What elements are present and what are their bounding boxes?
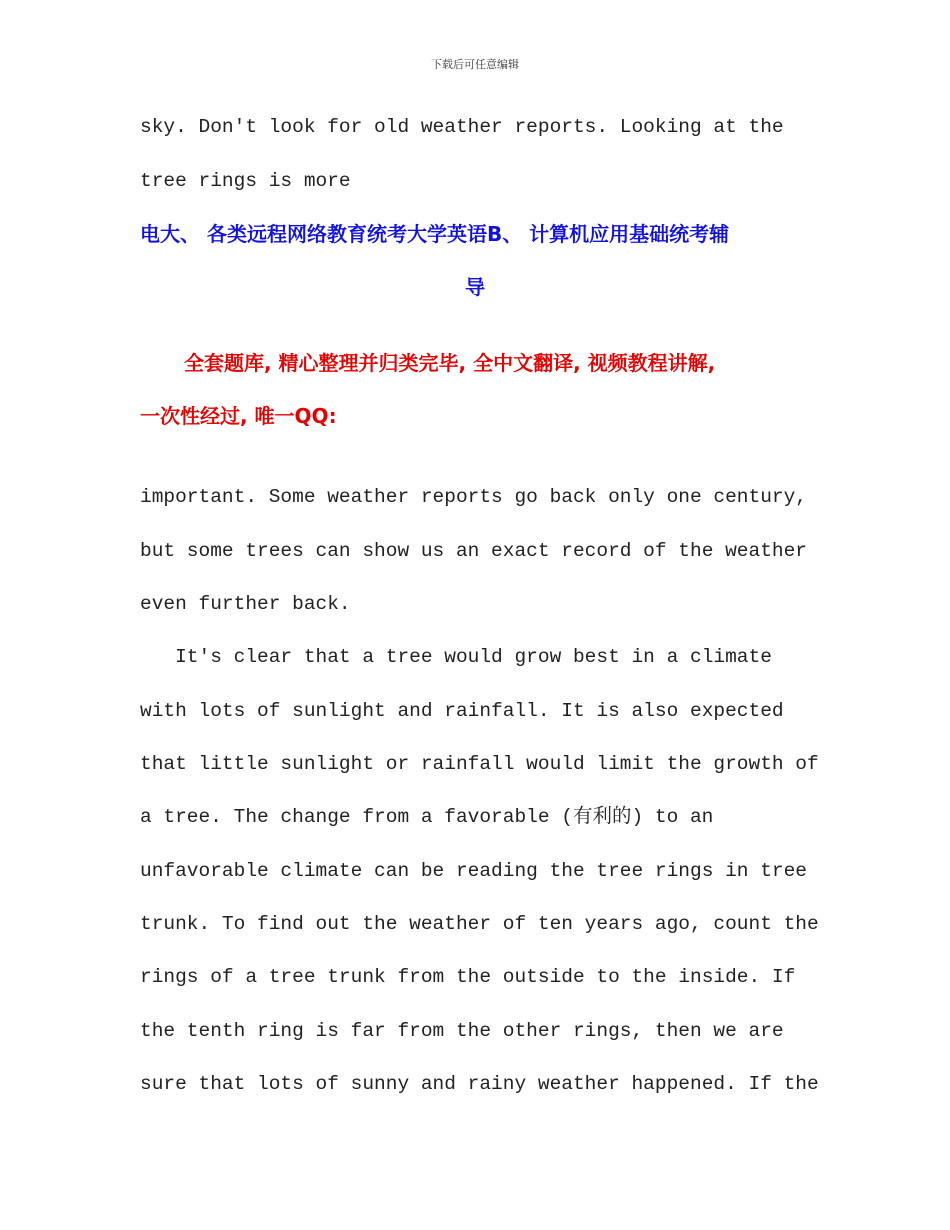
text-line: but some trees can show us an exact record of the weather xyxy=(140,540,808,562)
text-line: sure that lots of sunny and rainy weather happened. If the xyxy=(140,1073,819,1095)
text-line: sky. Don't look for old weather reports. Looking at the xyxy=(140,116,784,138)
text-line: a tree. The change from a favorable (有利的) to an xyxy=(140,806,714,828)
ad-blue-line: 电大、 各类远程网络教育统考大学英语B、 计算机应用基础统考辅 xyxy=(140,222,730,246)
page-header: 下载后可任意编辑 xyxy=(431,58,519,71)
text-line: tree rings is more xyxy=(140,170,351,192)
text-line: important. Some weather reports go back only one century, xyxy=(140,486,808,508)
text-line: the tenth ring is far from the other rings, then we are xyxy=(140,1020,784,1042)
text-line: It's clear that a tree would grow best in a climate xyxy=(140,646,772,668)
text-line: trunk. To find out the weather of ten years ago, count the xyxy=(140,913,819,935)
ad-blue-line: 导 xyxy=(465,275,485,299)
text-line: that little sunlight or rainfall would limit the growth of xyxy=(140,753,819,775)
ad-red-line: 一次性经过, 唯一QQ: xyxy=(140,404,337,428)
text-line: rings of a tree trunk from the outside to the inside. If xyxy=(140,966,796,988)
text-line: unfavorable climate can be reading the tree rings in tree xyxy=(140,860,808,882)
text-line: even further back. xyxy=(140,593,351,615)
text-line: with lots of sunlight and rainfall. It is also expected xyxy=(140,700,784,722)
ad-red-line: 全套题库, 精心整理并归类完毕, 全中文翻译, 视频教程讲解, xyxy=(184,351,716,375)
